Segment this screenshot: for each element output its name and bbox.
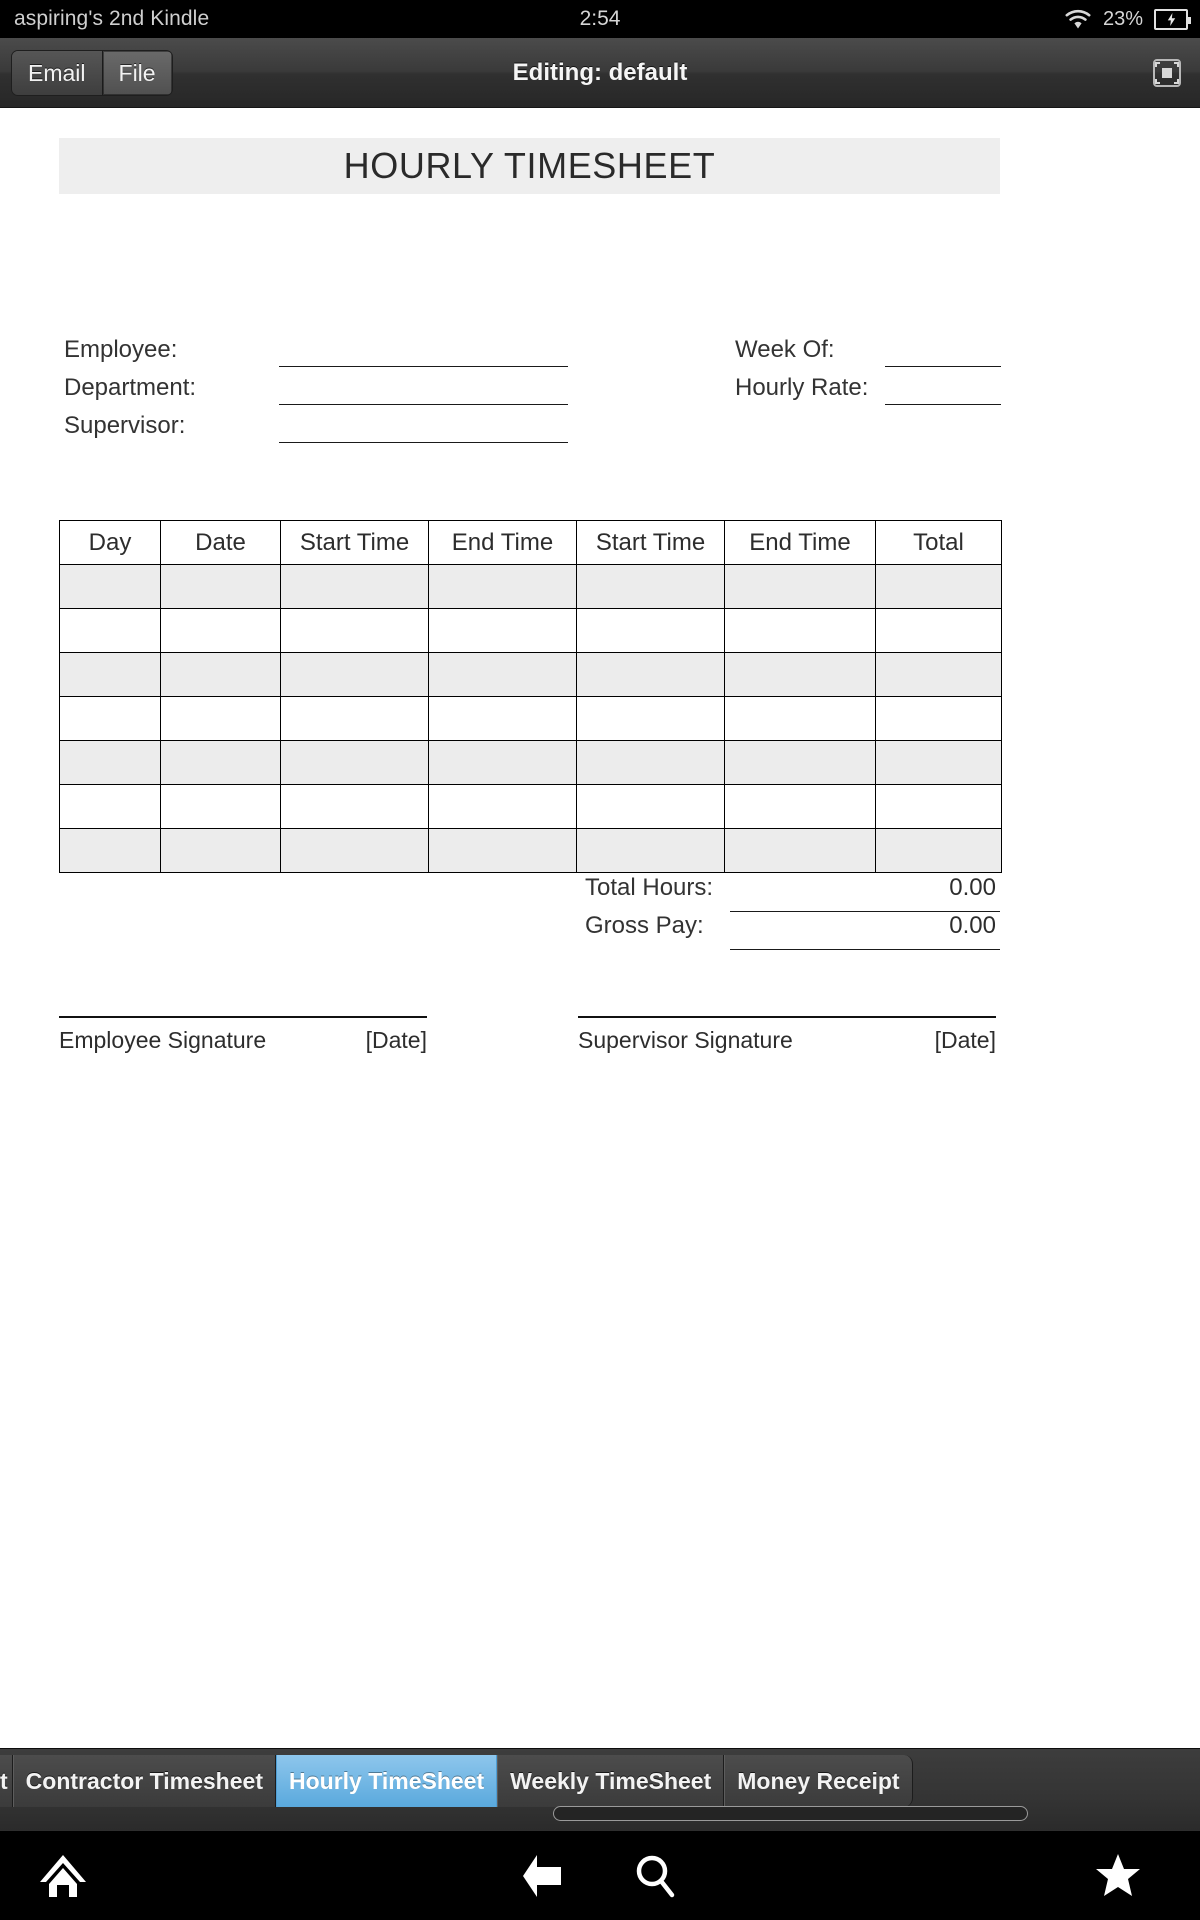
cell-end-2[interactable] bbox=[725, 697, 876, 741]
cell-date[interactable] bbox=[161, 741, 281, 785]
supervisor-signature-labels bbox=[578, 1018, 996, 1054]
status-indicators bbox=[1064, 8, 1188, 31]
cell-end-1[interactable] bbox=[429, 829, 577, 873]
home-icon[interactable] bbox=[33, 1846, 93, 1906]
cell-total[interactable] bbox=[876, 565, 1002, 609]
field-label-week-of: Week Of: bbox=[735, 336, 835, 363]
star-icon[interactable] bbox=[1088, 1846, 1148, 1906]
cell-date[interactable] bbox=[161, 829, 281, 873]
cell-day[interactable] bbox=[60, 785, 161, 829]
battery-charging-icon bbox=[1154, 9, 1188, 30]
wifi-icon bbox=[1064, 9, 1092, 30]
document-title-bar bbox=[59, 138, 1000, 194]
table-row[interactable] bbox=[60, 697, 1002, 741]
field-week-of[interactable] bbox=[735, 336, 1001, 374]
employee-info-fields bbox=[64, 336, 584, 450]
table-row[interactable] bbox=[60, 609, 1002, 653]
cell-end-1[interactable] bbox=[429, 785, 577, 829]
cell-date[interactable] bbox=[161, 697, 281, 741]
field-label-department: Department: bbox=[64, 374, 197, 401]
gross-pay-underline bbox=[730, 949, 1000, 950]
week-rate-fields bbox=[735, 336, 1001, 412]
table-row[interactable] bbox=[60, 741, 1002, 785]
cell-total[interactable] bbox=[876, 609, 1002, 653]
field-input-hourly-rate[interactable] bbox=[885, 404, 1001, 405]
toolbar-button-group bbox=[11, 50, 173, 96]
cell-total[interactable] bbox=[876, 697, 1002, 741]
cell-total[interactable] bbox=[876, 829, 1002, 873]
gross-pay-row[interactable] bbox=[585, 912, 1000, 950]
cell-start-1[interactable] bbox=[281, 697, 429, 741]
cell-start-2[interactable] bbox=[577, 785, 725, 829]
column-header-end-time-2: End Time bbox=[725, 521, 876, 565]
field-input-week-of[interactable] bbox=[885, 366, 1001, 367]
supervisor-signature-label: Supervisor Signature bbox=[578, 1027, 793, 1053]
totals-section bbox=[585, 874, 1000, 950]
column-header-end-time-1: End Time bbox=[429, 521, 577, 565]
cell-end-2[interactable] bbox=[725, 609, 876, 653]
total-hours-value: 0.00 bbox=[949, 874, 996, 901]
cell-end-2[interactable] bbox=[725, 785, 876, 829]
cell-end-2[interactable] bbox=[725, 829, 876, 873]
column-header-day: Day bbox=[60, 521, 161, 565]
employee-signature-label: Employee Signature bbox=[59, 1027, 267, 1053]
table-row[interactable] bbox=[60, 785, 1002, 829]
cell-end-2[interactable] bbox=[725, 653, 876, 697]
field-supervisor[interactable] bbox=[64, 412, 584, 450]
cell-start-1[interactable] bbox=[281, 653, 429, 697]
total-hours-label: Total Hours: bbox=[585, 874, 714, 901]
column-header-start-time-1: Start Time bbox=[281, 521, 429, 565]
column-header-start-time-2: Start Time bbox=[577, 521, 725, 565]
field-employee[interactable] bbox=[64, 336, 584, 374]
cell-start-1[interactable] bbox=[281, 565, 429, 609]
cell-end-2[interactable] bbox=[725, 565, 876, 609]
system-navigation-bar bbox=[0, 1830, 1200, 1920]
search-icon[interactable] bbox=[625, 1846, 685, 1906]
tab-scrollbar-thumb[interactable] bbox=[553, 1806, 1028, 1821]
cell-date[interactable] bbox=[161, 565, 281, 609]
table-row[interactable] bbox=[60, 829, 1002, 873]
cell-start-1[interactable] bbox=[281, 609, 429, 653]
total-hours-row[interactable] bbox=[585, 874, 1000, 912]
tab-hourly-timesheet[interactable]: Hourly TimeSheet bbox=[276, 1755, 497, 1807]
table-row[interactable] bbox=[60, 565, 1002, 609]
cell-start-1[interactable] bbox=[281, 741, 429, 785]
page-title: HOURLY TIMESHEET bbox=[343, 145, 716, 186]
cell-start-2[interactable] bbox=[577, 565, 725, 609]
cell-date[interactable] bbox=[161, 785, 281, 829]
cell-total[interactable] bbox=[876, 653, 1002, 697]
cell-end-1[interactable] bbox=[429, 653, 577, 697]
cell-end-2[interactable] bbox=[725, 741, 876, 785]
cell-start-2[interactable] bbox=[577, 609, 725, 653]
field-hourly-rate[interactable] bbox=[735, 374, 1001, 412]
field-input-employee[interactable] bbox=[279, 366, 568, 367]
tab-weekly-timesheet[interactable]: Weekly TimeSheet bbox=[497, 1755, 724, 1807]
document-tab-bar bbox=[0, 1748, 1200, 1830]
supervisor-signature-block[interactable] bbox=[578, 1016, 996, 1054]
cell-total[interactable] bbox=[876, 785, 1002, 829]
cell-start-1[interactable] bbox=[281, 829, 429, 873]
cell-end-1[interactable] bbox=[429, 741, 577, 785]
device-name: aspiring's 2nd Kindle bbox=[14, 7, 210, 30]
cell-start-2[interactable] bbox=[577, 829, 725, 873]
status-bar bbox=[0, 0, 1200, 38]
cell-day[interactable] bbox=[60, 697, 161, 741]
cell-date[interactable] bbox=[161, 609, 281, 653]
app-toolbar bbox=[0, 38, 1200, 108]
cell-start-1[interactable] bbox=[281, 785, 429, 829]
field-input-supervisor[interactable] bbox=[279, 442, 568, 443]
cell-start-2[interactable] bbox=[577, 653, 725, 697]
cell-day[interactable] bbox=[60, 609, 161, 653]
cell-date[interactable] bbox=[161, 653, 281, 697]
supervisor-signature-date-label: [Date] bbox=[934, 1027, 996, 1053]
field-input-department[interactable] bbox=[279, 404, 568, 405]
status-clock: 2:54 bbox=[579, 7, 621, 30]
tab-money-receipt[interactable]: Money Receipt bbox=[724, 1755, 912, 1807]
file-button[interactable]: File bbox=[102, 51, 172, 95]
tab-contractor-timesheet[interactable]: Contractor Timesheet bbox=[13, 1755, 276, 1807]
cell-total[interactable] bbox=[876, 741, 1002, 785]
tab-scrollbar-track[interactable] bbox=[0, 1806, 1200, 1822]
cell-start-2[interactable] bbox=[577, 697, 725, 741]
column-header-date: Date bbox=[161, 521, 281, 565]
table-row[interactable] bbox=[60, 653, 1002, 697]
cell-day[interactable] bbox=[60, 741, 161, 785]
cell-day[interactable] bbox=[60, 829, 161, 873]
table-header-row bbox=[60, 521, 1002, 565]
field-label-supervisor: Supervisor: bbox=[64, 412, 186, 439]
fullscreen-expand-icon[interactable] bbox=[1152, 58, 1182, 88]
email-button[interactable]: Email bbox=[12, 51, 102, 95]
gross-pay-label: Gross Pay: bbox=[585, 912, 704, 939]
field-department[interactable] bbox=[64, 374, 584, 412]
cell-day[interactable] bbox=[60, 565, 161, 609]
cell-day[interactable] bbox=[60, 653, 161, 697]
employee-signature-block[interactable] bbox=[59, 1016, 427, 1054]
cell-end-1[interactable] bbox=[429, 609, 577, 653]
cell-start-2[interactable] bbox=[577, 741, 725, 785]
employee-signature-labels bbox=[59, 1018, 427, 1054]
document-page bbox=[0, 108, 1200, 1748]
cell-end-1[interactable] bbox=[429, 565, 577, 609]
column-header-total: Total bbox=[876, 521, 1002, 565]
document-canvas[interactable] bbox=[0, 108, 1200, 1748]
battery-percent: 23% bbox=[1102, 7, 1143, 30]
cell-end-1[interactable] bbox=[429, 697, 577, 741]
back-arrow-icon[interactable] bbox=[513, 1846, 573, 1906]
field-label-hourly-rate: Hourly Rate: bbox=[735, 374, 869, 401]
app-title: Editing: default bbox=[512, 59, 688, 86]
employee-signature-date-label: [Date] bbox=[365, 1027, 427, 1053]
tab-partial-left[interactable]: t bbox=[0, 1755, 13, 1807]
gross-pay-value: 0.00 bbox=[949, 912, 996, 939]
document-tab-strip bbox=[0, 1755, 913, 1807]
table-body bbox=[60, 565, 1002, 873]
field-label-employee: Employee: bbox=[64, 336, 178, 363]
timesheet-table[interactable] bbox=[59, 520, 1002, 873]
